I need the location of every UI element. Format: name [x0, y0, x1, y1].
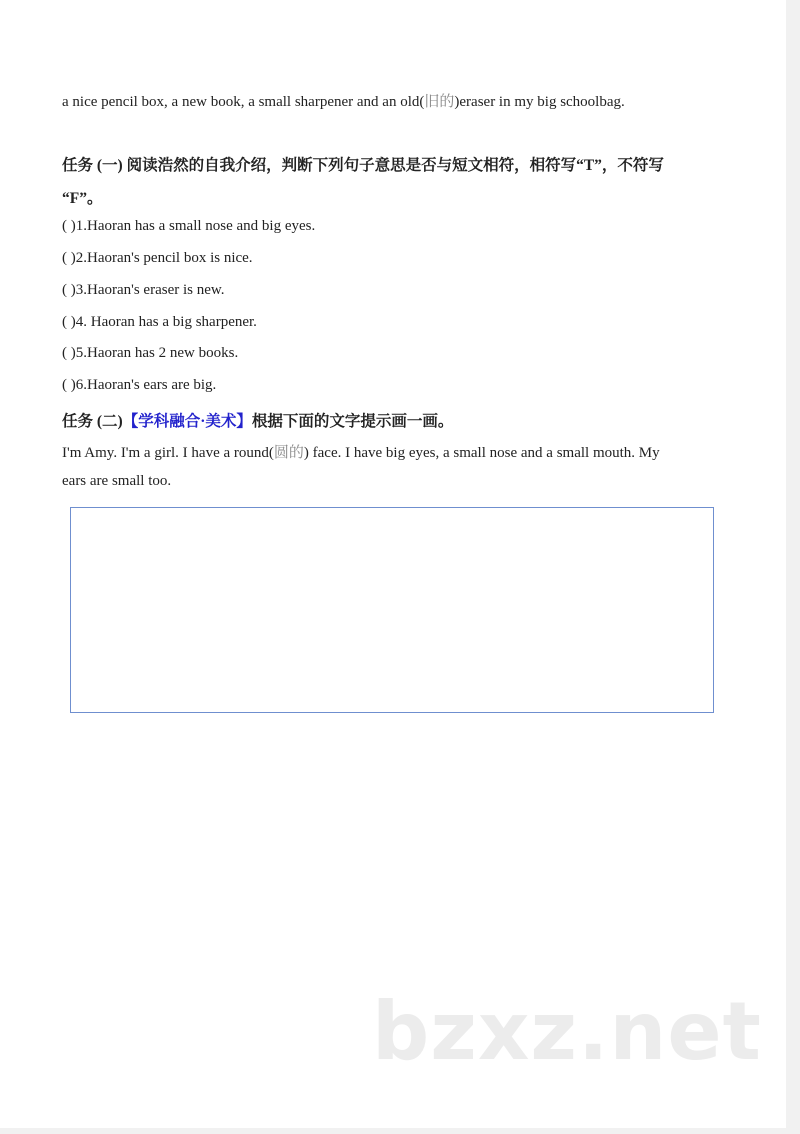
question-item: ( )6.Haoran's ears are big. — [62, 377, 217, 393]
task2-heading — [62, 409, 453, 431]
question-item: ( )4. Haoran has a big sharpener. — [62, 314, 257, 330]
text: ) face. I have big eyes, a small nose and a small mouth. My — [303, 445, 660, 461]
task-instruction: 根据下面的文字提示画一画。 — [251, 413, 454, 430]
question-item: ( )1.Haoran has a small nose and big eyes. — [62, 218, 316, 234]
task1-heading-cont: “F”。 — [62, 190, 103, 207]
task-prefix: 任务 (二) — [62, 413, 123, 430]
subject-tag: 【学科融合·美术】 — [122, 413, 252, 430]
chinese-gloss: 圆的 — [273, 445, 304, 461]
task1-heading: 任务 (一) 阅读浩然的自我介绍，判断下列句子意思是否与短文相符，相符写“T”，不符写 — [62, 157, 664, 174]
watermark: bzxz.net — [372, 985, 762, 1078]
chinese-gloss: 旧的 — [424, 94, 455, 110]
task2-text-cont: ears are small too. — [62, 473, 172, 489]
text: a nice pencil box, a new book, a small sharpener and an old( — [62, 94, 425, 110]
text: )eraser in my big schoolbag. — [454, 94, 625, 110]
drawing-box[interactable] — [70, 507, 714, 713]
task2-text — [62, 441, 660, 462]
question-item: ( )3.Haoran's eraser is new. — [62, 282, 225, 298]
intro-line — [62, 90, 625, 111]
text: I'm Amy. I'm a girl. I have a round( — [62, 445, 274, 461]
question-item: ( )2.Haoran's pencil box is nice. — [62, 250, 253, 266]
question-item: ( )5.Haoran has 2 new books. — [62, 345, 239, 361]
